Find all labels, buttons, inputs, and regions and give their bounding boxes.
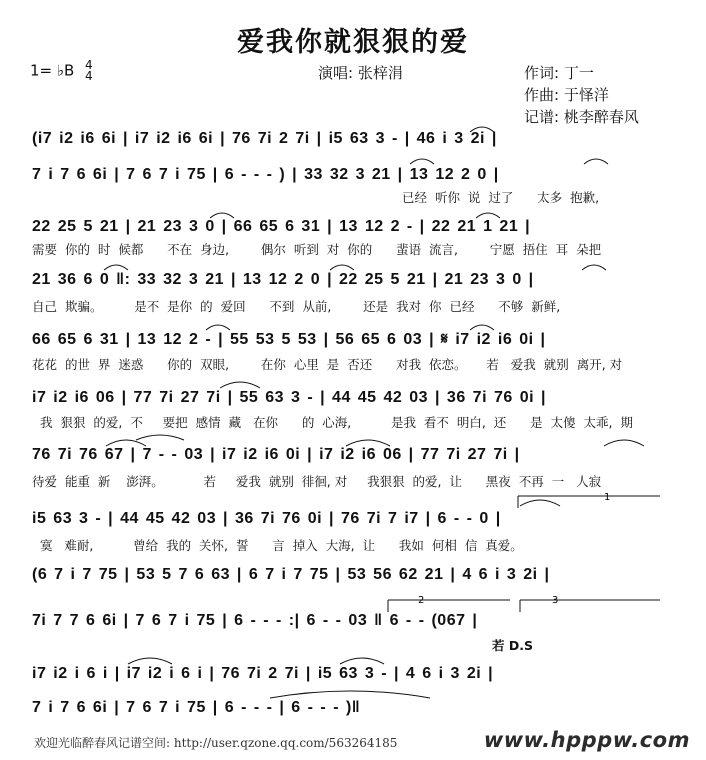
slur: [410, 159, 434, 164]
slur: [582, 265, 606, 270]
slur: [470, 325, 494, 330]
system-7-lyrics: 待爱 能重 新 澎湃。 若 爱我 就别 徘徊, 对 我狠狠 的爱, 让 黑夜 不再 一 人寂: [32, 474, 602, 489]
system-4-notes: 21 36 6 0 ‖: 33 32 3 21 | 13 12 2 0 | 22 25 5 21 | 21 23 3 0 |: [32, 271, 534, 288]
singer: 演唱: 张梓涓: [318, 64, 403, 82]
footer-text: 欢迎光临醉春风记谱空间: http://user.qzone.qq.com/563264185: [34, 736, 398, 750]
slur: [604, 440, 644, 446]
slur: [106, 440, 146, 446]
system-1-notes: (i7 i2 i6 6i | i7 i2 i6 6i | 76 7i 2 7i | i5 63 3 - | 46 i 3 2i |: [32, 130, 497, 147]
slur: [520, 500, 560, 506]
slur: [330, 265, 354, 270]
system-9-notes: (6 7 i 7 75 | 53 5 7 6 63 | 6 7 i 7 75 | 53 56 62 21 | 4 6 i 3 2i |: [32, 566, 550, 583]
system-3-notes: 22 25 5 21 | 21 23 3 0 | 66 65 6 31 | 13 12 2 - | 22 21 1 21 |: [32, 218, 531, 235]
transcriber: 记谱: 桃李醉春风: [524, 108, 639, 126]
lyricist: 作词: 丁一: [524, 64, 594, 82]
system-10-lyrics: 若 D.S: [492, 638, 533, 653]
composer: 作曲: 于怿洋: [524, 86, 609, 104]
system-11-notes: i7 i2 i 6 i | i7 i2 i 6 i | 76 7i 2 7i | i5 63 3 - | 4 6 i 3 2i |: [32, 665, 494, 682]
slur: [210, 213, 234, 218]
time-beats: 4: [85, 58, 93, 72]
system-8-notes: i5 63 3 - | 44 45 42 03 | 36 7i 76 0i | 76 7i 7 i7 | 6 - - 0 |: [32, 510, 501, 527]
volta-1-label: 1: [604, 492, 611, 503]
slur: [476, 213, 500, 218]
system-2-lyrics: 已经 听你 说 过了 太多 抱歉,: [402, 190, 600, 205]
system-5-lyrics: 花花 的世 界 迷惑 你的 双眼, 在你 心里 是 否还 对我 依恋。 若 爱我 就别 离开, 对: [32, 357, 623, 372]
system-7-notes: 76 7i 76 67 | 7 - - 03 | i7 i2 i6 0i | i7 i2 i6 06 | 77 7i 27 7i |: [32, 446, 520, 463]
system-12-notes: 7 i 7 6 6i | 7 6 7 i 75 | 6 - - - | 6 - - - )‖: [32, 699, 361, 716]
volta-2-label: 2: [418, 595, 425, 606]
system-3-lyrics: 需要 你的 时 候都 不在 身边, 偶尔 听到 对 你的 蜚语 流言, 宁愿 捂住 耳 朵把: [32, 242, 602, 257]
system-6-lyrics: 我 狠狠 的爱, 不 要把 感情 藏 在你 的 心海, 是我 看不 明白, 还 是 太傻 太乖, 期: [40, 415, 633, 430]
system-6-notes: i7 i2 i6 06 | 77 7i 27 7i | 55 63 3 - | 44 45 42 03 | 36 7i 76 0i |: [32, 389, 546, 406]
system-4-lyrics: 自己 欺骗。 是不 是你 的 爱回 不到 从前, 还是 我对 你 已经 不够 新鲜,: [32, 299, 561, 314]
site-watermark: www.hpppw.com: [483, 728, 690, 752]
slur: [104, 265, 128, 270]
time-unit: 4: [85, 69, 93, 83]
volta-3-label: 3: [552, 595, 559, 606]
system-10-notes: 7i 7 7 6 6i | 7 6 7 i 75 | 6 - - - :| 6 - - 03 ‖ 6 - - (067 |: [32, 612, 478, 629]
system-2-notes: 7 i 7 6 6i | 7 6 7 i 75 | 6 - - - ) | 33 32 3 21 | 13 12 2 0 |: [32, 166, 499, 183]
slur: [340, 658, 384, 664]
slur: [220, 382, 260, 388]
slur: [136, 435, 184, 440]
slur: [270, 691, 430, 698]
song-title: 爱我你就狠狠的爱: [237, 27, 469, 58]
slur: [206, 325, 230, 330]
system-5-notes: 66 65 6 31 | 13 12 2 - | 55 53 5 53 | 56 65 6 03 | 𝄋 i7 i2 i6 0i |: [32, 331, 546, 348]
slur: [470, 127, 494, 132]
key-label: 1= ♭B: [30, 61, 75, 80]
slur: [128, 658, 172, 664]
slur: [584, 159, 608, 164]
slur: [346, 440, 390, 446]
system-8-lyrics: 寞 难耐, 曾给 我的 关怀, 誓 言 掉入 大海, 让 我如 何相 信 真爱。: [40, 538, 523, 553]
